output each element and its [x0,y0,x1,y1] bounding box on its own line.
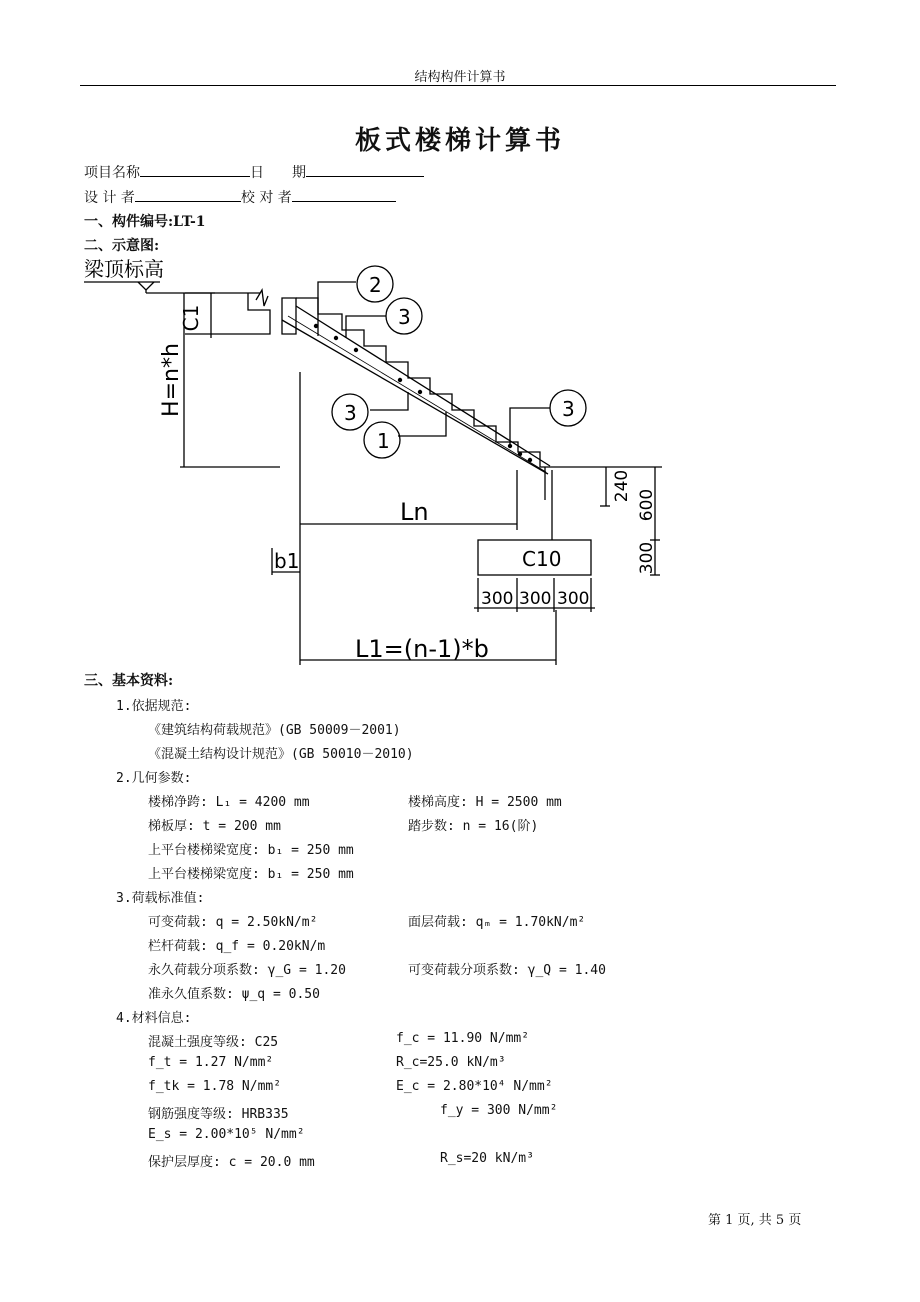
upper-step [215,293,270,334]
slab-bottom [282,320,548,474]
checker-blank [292,189,396,202]
live-load: 可变荷载: q = 2.50kN/m² [148,915,318,930]
lower-beam-width: 上平台楼梯梁宽度: b₁ = 250 mm [148,867,354,882]
meta-row-2 [84,187,396,207]
project-label: 项目名称 [84,165,140,181]
project-blank [140,164,250,177]
psi-q: 准永久值系数: ψ_q = 0.50 [148,987,320,1002]
meta-row-1 [84,162,424,182]
cover-thickness: 保护层厚度: c = 20.0 mm [148,1155,315,1170]
ln-label: Ln [400,498,429,526]
section-1: 一、构件编号:LT-1 [84,214,206,230]
step-count: 踏步数: n = 16(阶) [408,819,539,834]
c1-label: C1 [179,304,203,332]
leader-2 [318,282,356,336]
page-footer: 第 1 页, 共 5 页 [708,1213,802,1228]
rc-value: R_c=25.0 kN/m³ [396,1055,506,1070]
dim-300-c: 300 [557,589,590,609]
materials-label: 4.材料信息: [116,1011,192,1026]
date-label: 日 期 [250,165,306,181]
b1-label: b1 [274,549,300,573]
stair-diagram [0,250,920,670]
page-title: 板式楼梯计算书 [354,126,565,156]
dim-600: 600 [637,488,657,522]
fc-value: f_c = 11.90 N/mm² [396,1031,530,1046]
concrete-grade: 混凝土强度等级: C25 [148,1035,279,1050]
ftk-value: f_tk = 1.78 N/mm² [148,1079,282,1094]
leader-3a [346,316,386,338]
l1-label: L1=(n-1)*b [355,635,489,663]
code-2: 《混凝土结构设计规范》(GB 50010－2010) [148,747,414,762]
gamma-g: 永久荷载分项系数: γ_G = 1.20 [148,963,346,978]
checker-label: 校 对 者 [240,190,292,206]
surface-load: 面层荷载: qₘ = 1.70kN/m² [408,915,586,930]
stair-height: 楼梯高度: H = 2500 mm [408,795,562,810]
dim-300-b: 300 [519,589,552,609]
ec-value: E_c = 2.80*10⁴ N/mm² [396,1079,553,1094]
beam-top-label: 梁顶标高 [84,257,164,281]
leader-3b [370,392,408,410]
geometry-label: 2.几何参数: [116,771,192,786]
slab-thickness: 梯板厚: t = 200 mm [148,819,281,834]
loads-label: 3.荷载标准值: [116,891,205,906]
top-beam-section [282,298,296,334]
section-3: 三、基本资料: [84,673,174,689]
page-header: 结构构件计算书 [414,70,506,85]
leader-1 [398,412,446,436]
gamma-q: 可变荷载分项系数: γ_Q = 1.40 [408,963,606,978]
dim-300-a: 300 [481,589,514,609]
designer-blank [135,189,241,202]
dim-300-vertical: 300 [637,541,657,575]
elevation-triangle [138,282,154,290]
ft-value: f_t = 1.27 N/mm² [148,1055,274,1070]
designer-label: 设 计 者 [84,190,135,206]
concrete-label: C10 [522,547,562,571]
bubble-3c-label: 3 [562,397,575,421]
es-value: E_s = 2.00*10⁵ N/mm² [148,1127,305,1142]
codes-label: 1.依据规范: [116,699,192,714]
code-1: 《建筑结构荷载规范》(GB 50009－2001) [148,723,401,738]
stair-span: 楼梯净跨: L₁ = 4200 mm [148,795,310,810]
fy-value: f_y = 300 N/mm² [440,1103,558,1118]
slab-top [296,306,550,466]
h-label: H=n*h [159,343,184,417]
dim-240: 240 [612,469,632,503]
upper-beam-width: 上平台楼梯梁宽度: b₁ = 250 mm [148,843,354,858]
bubble-3b-label: 3 [344,401,357,425]
bubble-3a-label: 3 [398,305,411,329]
section-2: 二、示意图: [84,238,160,254]
bubble-2-label: 2 [369,273,382,297]
bubble-1-label: 1 [377,429,390,453]
rail-load: 栏杆荷载: q_f = 0.20kN/m [148,939,326,954]
step-profile [296,298,555,467]
header-rule [80,85,836,86]
steel-grade: 钢筋强度等级: HRB335 [148,1107,289,1122]
rs-value: R_s=20 kN/m³ [440,1151,534,1166]
date-blank [306,164,424,177]
